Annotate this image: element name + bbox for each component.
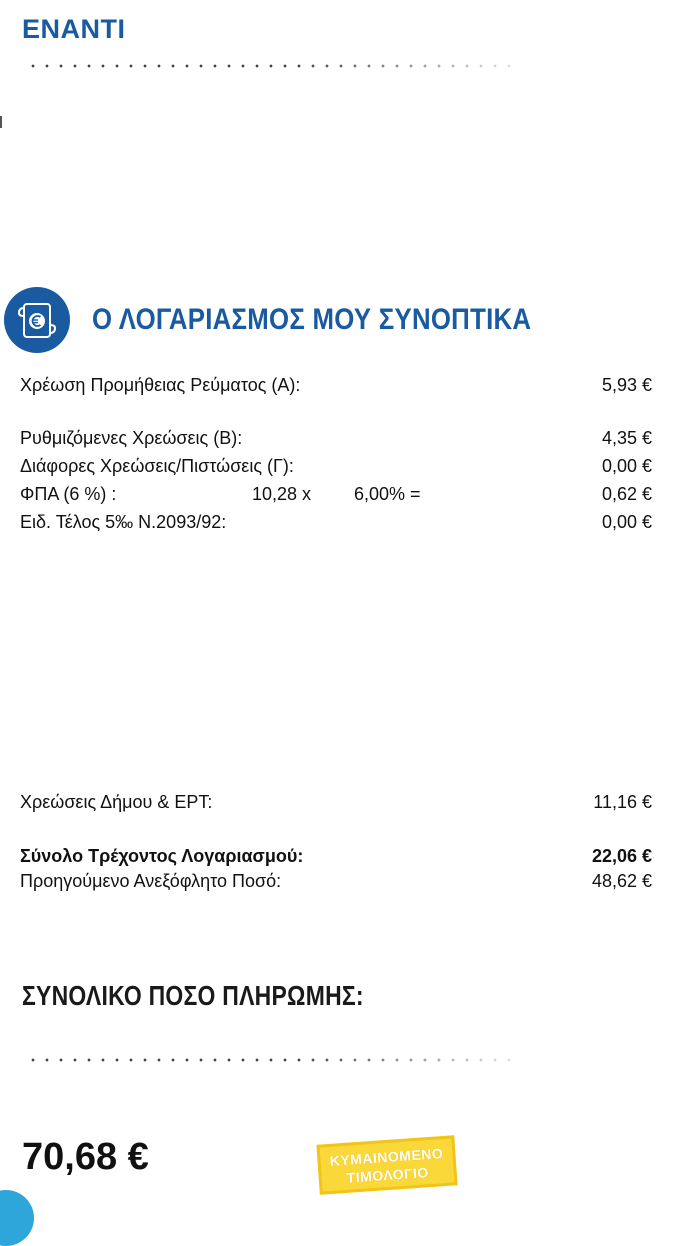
special-fee-label: Ειδ. Τέλος 5‰ Ν.2093/92: bbox=[20, 512, 227, 532]
previous-unpaid-value: 48,62 € bbox=[591, 871, 652, 891]
vat-value: 0,62 € bbox=[601, 484, 652, 504]
special-fee-value: 0,00 € bbox=[601, 512, 652, 532]
previous-unpaid-label: Προηγούμενο Ανεξόφλητο Ποσό: bbox=[20, 871, 282, 891]
vat-base: 10,28 x bbox=[252, 484, 312, 504]
edge-mark bbox=[0, 116, 2, 128]
misc-charges-value: 0,00 € bbox=[601, 456, 652, 476]
corner-decoration bbox=[0, 1190, 34, 1246]
total-payment-amount: 70,68 € bbox=[22, 1136, 149, 1178]
current-total-value: 22,06 € bbox=[591, 846, 652, 866]
euro-scroll-icon bbox=[4, 287, 70, 353]
current-total-label: Σύνολο Τρέχοντος Λογαριασμού: bbox=[20, 846, 304, 866]
stamp-line-2: ΤΙΜΟΛΟΓΙΟ bbox=[346, 1164, 430, 1186]
stamp-line-1: ΚΥΜΑΙΝΟΜΕΝΟ bbox=[329, 1145, 444, 1169]
vat-label: ΦΠΑ (6 %) : bbox=[20, 484, 117, 504]
vat-rate: 6,00% = bbox=[354, 484, 421, 504]
regulated-charges-value: 4,35 € bbox=[601, 428, 652, 448]
supply-charge-value: 5,93 € bbox=[601, 375, 652, 395]
municipal-charges-value: 11,16 € bbox=[593, 792, 652, 812]
variable-invoice-stamp bbox=[316, 1135, 457, 1195]
brand-name: ΕΝΑΝΤΙ bbox=[22, 14, 126, 44]
municipal-charges-label: Χρεώσεις Δήμου & ΕΡΤ: bbox=[20, 792, 213, 812]
supply-charge-label: Χρέωση Προμήθειας Ρεύματος (Α): bbox=[20, 375, 301, 395]
total-payment-heading: ΣΥΝΟΛΙΚΟ ΠΟΣΟ ΠΛΗΡΩΜΗΣ: bbox=[22, 980, 364, 1011]
section-title: Ο ΛΟΓΑΡΙΑΣΜΟΣ ΜΟΥ ΣΥΝΟΠΤΙΚΑ bbox=[92, 303, 532, 336]
regulated-charges-label: Ρυθμιζόμενες Χρεώσεις (Β): bbox=[20, 428, 243, 448]
misc-charges-label: Διάφορες Χρεώσεις/Πιστώσεις (Γ): bbox=[20, 456, 294, 476]
dotted-divider-2 bbox=[26, 1058, 516, 1062]
dotted-divider bbox=[26, 64, 516, 68]
